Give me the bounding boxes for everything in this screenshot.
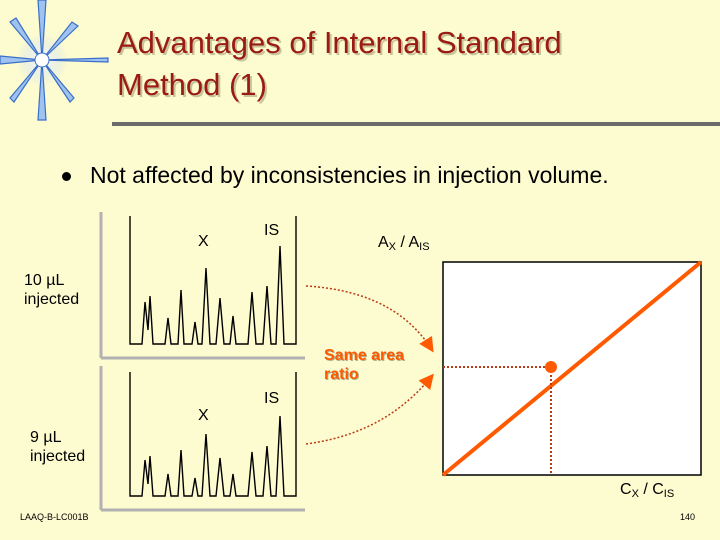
injection-volume-bottom-line1: 9 µL — [30, 429, 62, 446]
injection-volume-top — [24, 271, 79, 309]
arrow-bottom-to-ratio — [306, 376, 432, 444]
peak-x-label-bottom: X — [198, 407, 209, 424]
annotation-line2: ratio — [324, 366, 359, 383]
title-line-2: Method (1) — [117, 67, 267, 102]
arrow-top-to-ratio — [306, 286, 432, 350]
peak-is-label-bottom: IS — [264, 390, 280, 407]
y-axis-label: $A_X / A_{IS}$ — [378, 234, 430, 253]
peak-x-label-top: X — [198, 233, 209, 250]
bullet-text: Not affected by inconsistencies in injection volume. — [90, 162, 609, 188]
same-area-ratio-annotation — [324, 346, 404, 384]
annotation-line1: Same area — [324, 347, 405, 364]
x-axis-label: $C_X / C_{IS}$ — [620, 481, 675, 500]
injection-volume-bottom — [30, 428, 85, 466]
injection-volume-bottom-line2: injected — [30, 448, 86, 465]
footer-slide-id: LAAQ-B-LC001B — [20, 512, 89, 522]
injection-volume-top-line2: injected — [24, 291, 80, 308]
title-line-1: Advantages of Internal Standard — [117, 25, 562, 60]
calibration-plot — [443, 262, 701, 475]
page-number: 140 — [680, 512, 696, 522]
injection-volume-top-line1: 10 µL — [24, 272, 65, 289]
peak-is-label-top: IS — [264, 222, 280, 239]
ratio-point — [545, 361, 557, 373]
chromatogram-bottom — [101, 366, 305, 510]
